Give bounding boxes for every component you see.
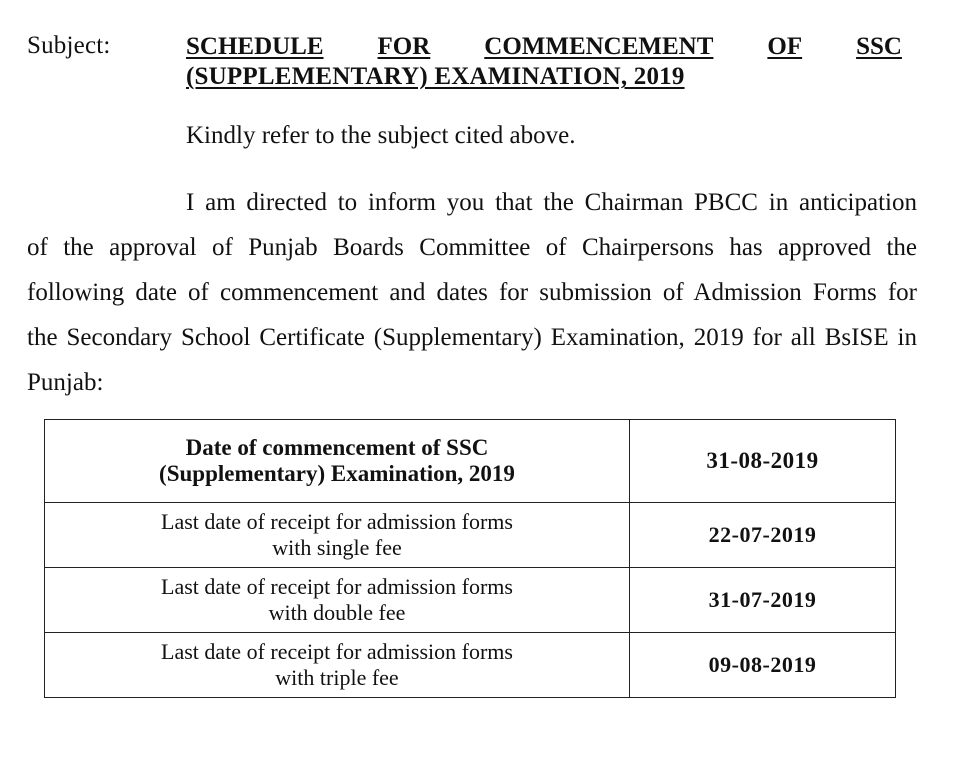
subject-title-word: OF xyxy=(767,33,803,60)
schedule-table xyxy=(44,419,896,698)
table-cell-description xyxy=(45,633,630,698)
table-cell-description xyxy=(45,420,630,503)
cell-text-line: (Supplementary) Examination, 2019 xyxy=(159,461,515,486)
table-row xyxy=(45,633,896,698)
table-cell-description xyxy=(45,568,630,633)
table-row xyxy=(45,503,896,568)
subject-title-word: SSC xyxy=(856,33,902,60)
table-cell-date: 31-08-2019 xyxy=(630,420,896,503)
subject-title-line1 xyxy=(186,32,902,62)
cell-text-line: Last date of receipt for admission forms xyxy=(161,509,513,534)
cell-text-line: Last date of receipt for admission forms xyxy=(161,574,513,599)
body-paragraph: I am directed to inform you that the Chairman PBCC in anticipation of the approval of Punjab Boards Committee of Chairpersons has approved the following date of commencement and dates for submission of Admission Forms for the Secondary School Certificate (Supplementary) Examination, 2019 for all BsISE in Punjab: xyxy=(27,189,917,396)
cell-text-line: Last date of receipt for admission forms xyxy=(161,639,513,664)
table-cell-date: 31-07-2019 xyxy=(630,568,896,633)
cell-text-line: with single fee xyxy=(272,535,402,560)
table-cell-date: 09-08-2019 xyxy=(630,633,896,698)
subject-title-word: COMMENCEMENT xyxy=(484,33,714,60)
cell-text-line: with double fee xyxy=(268,600,406,625)
subject-title-word: FOR xyxy=(377,33,431,60)
subject-label: Subject: xyxy=(27,32,111,59)
subject-title-line2: (SUPPLEMENTARY) EXAMINATION, 2019 xyxy=(186,63,685,90)
cell-text-line: with triple fee xyxy=(275,665,399,690)
reference-paragraph: Kindly refer to the subject cited above. xyxy=(186,122,576,149)
table-row xyxy=(45,420,896,503)
table-cell-date: 22-07-2019 xyxy=(630,503,896,568)
cell-text-line: Date of commencement of SSC xyxy=(185,435,489,460)
subject-title xyxy=(186,32,902,92)
subject-title-word: SCHEDULE xyxy=(186,33,324,60)
table-cell-description xyxy=(45,503,630,568)
table-row xyxy=(45,568,896,633)
